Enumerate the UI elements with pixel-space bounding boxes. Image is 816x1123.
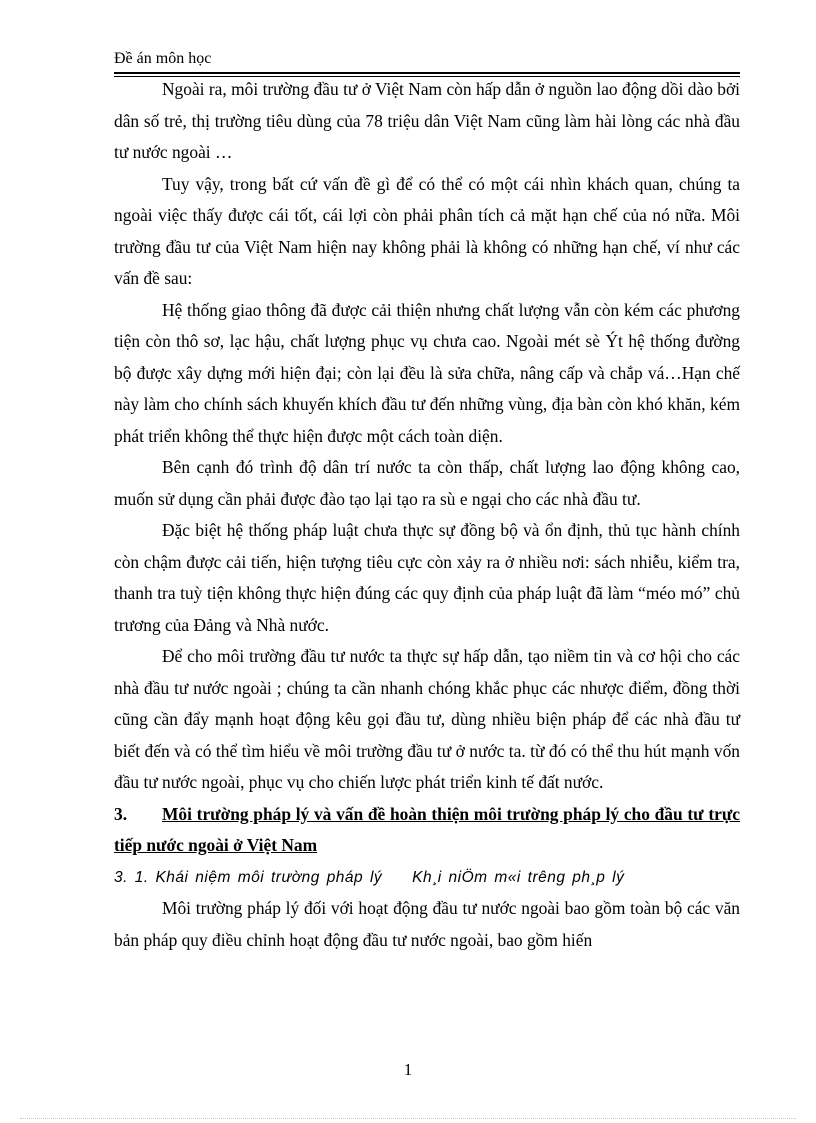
- paragraph-solutions: Để cho môi trường đầu tư nước ta thực sự hấp dẫn, tạo niềm tin và cơ hội cho các nhà đầu tư nước ngoài ; chúng ta cần nhanh chóng khắc phục các nhược điểm, đồng thời cũng cần đẩy mạnh hoạt động kêu gọi đầu tư, dùng nhiều biện pháp để các nhà đầu tư biết đến và có thể tìm hiểu về môi trường đầu tư ở nước ta. từ đó có thể thu hút mạnh vốn đầu tư nước ngoài, phục vụ cho chiến lược phát triển kinh tế đất nước.: [114, 646, 740, 792]
- subsection-title: 3. 1. Khái niệm môi trường pháp lý: [114, 868, 383, 886]
- subsection-heading: [114, 862, 740, 894]
- paragraph-education: Bên cạnh đó trình độ dân trí nước ta còn thấp, chất lượng lao động không cao, muốn sử dụng cần phải được đào tạo lại tạo ra sù e ngại cho các nhà đầu tư.: [114, 457, 740, 509]
- section-title: Môi trường pháp lý và vấn đề hoàn thiện môi trường pháp lý cho đầu tư trực tiếp nước ngoài ở Việt Nam: [114, 803, 740, 855]
- paragraph-labor: Ngoài ra, môi trường đầu tư ở Việt Nam còn hấp dẫn ở nguồn lao động dồi dào bởi dân số trẻ, thị trường tiêu dùng của 78 triệu dân Việt Nam cũng làm hài lòng các nhà đầu tư nước ngoài …: [114, 79, 740, 162]
- paragraph-limitations: Tuy vậy, trong bất cứ vấn đề gì để có thể có một cái nhìn khách quan, chúng ta ngoài việc thấy được cái tốt, cái lợi còn phải phân tích cả mặt hạn chế của nó nữa. Môi trường đầu tư của Việt Nam hiện nay không phải là không có những hạn chế, ví như các vấn đề sau:: [114, 173, 740, 288]
- section-heading: [114, 799, 740, 862]
- page-bottom-border: [20, 1118, 796, 1119]
- document-header: Đề án môn học: [114, 50, 212, 67]
- document-body: [114, 74, 740, 956]
- paragraph-legal-definition: Môi trường pháp lý đối với hoạt động đầu tư nước ngoài bao gồm toàn bộ các văn bản pháp quy điều chỉnh hoạt động đầu tư nước ngoài, bao gồm hiến: [114, 898, 740, 950]
- paragraph-transport: Hệ thống giao thông đã được cải thiện nhưng chất lượng vẫn còn kém các phương tiện còn thô sơ, lạc hậu, chất lượng phục vụ chưa cao. Ngoài mét sè Ýt hệ thống đường bộ được xây dựng mới hiện đại; còn lại đều là sửa chữa, nâng cấp và chắp vá…Hạn chế này làm cho chính sách khuyến khích đầu tư đến những vùng, địa bàn còn khó khăn, kém phát triển không thể thực hiện được một cách toàn diện.: [114, 299, 740, 446]
- page-number: 1: [403, 1060, 413, 1079]
- paragraph-legal-system: Đặc biệt hệ thống pháp luật chưa thực sự đồng bộ và ổn định, thủ tục hành chính còn chậm được cải tiến, hiện tượng tiêu cực còn xảy ra ở nhiều nơi: sách nhiễu, kiểm tra, thanh tra tuỳ tiện không thực hiện đúng các quy định của pháp luật đã làm “méo mó” chủ trương của Đảng và Nhà nước.: [114, 520, 740, 635]
- section-number: 3.: [114, 803, 128, 824]
- subsection-garbled-text: Kh¸i niÖm m«i trêng ph¸p lý: [412, 868, 625, 886]
